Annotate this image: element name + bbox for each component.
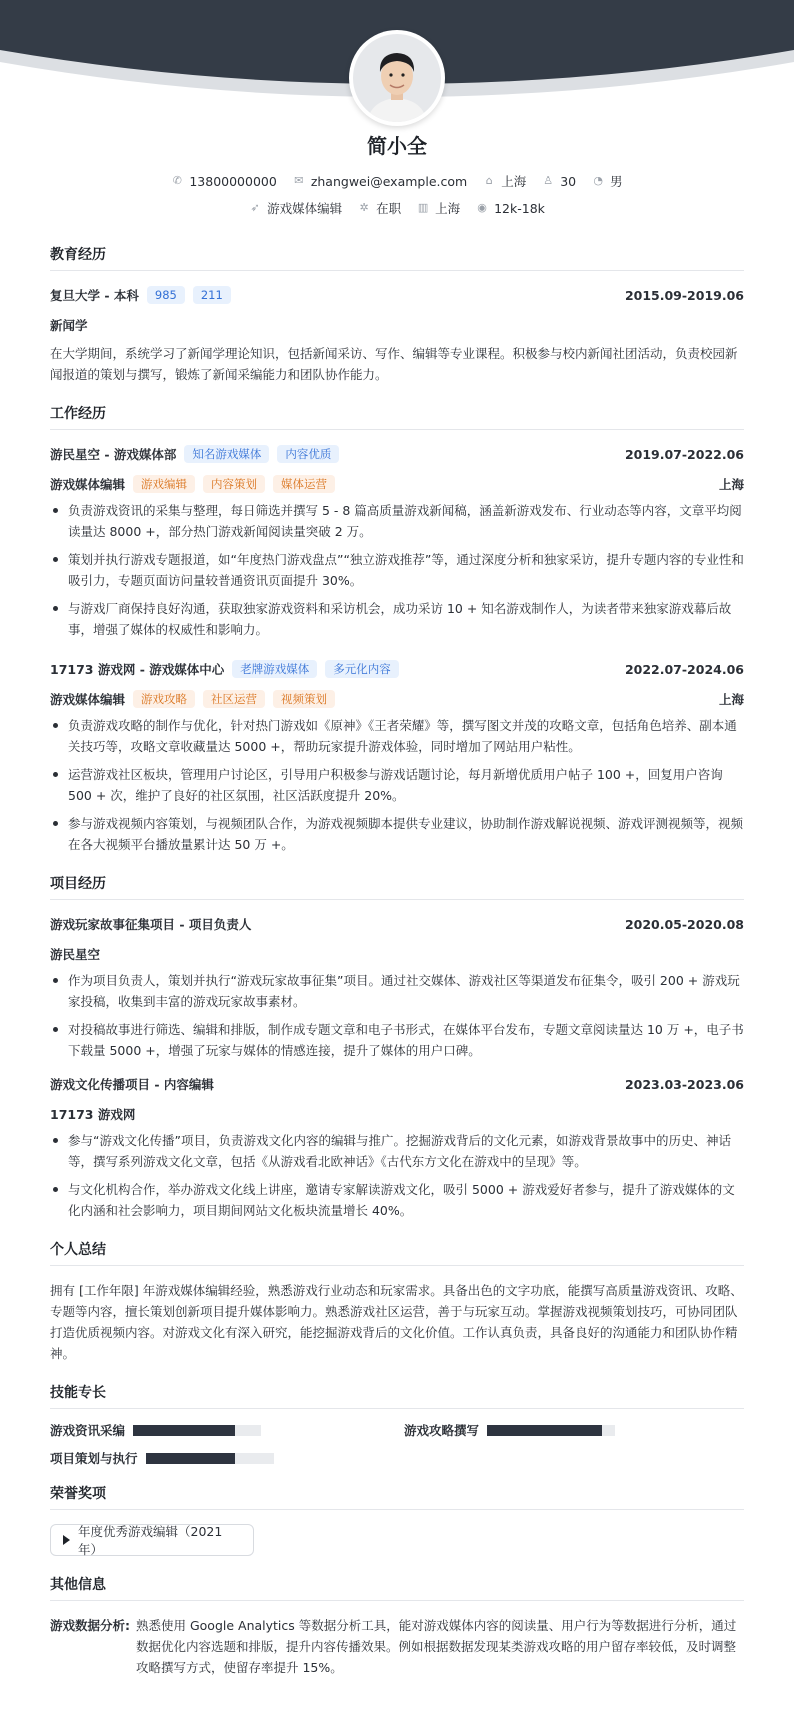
- tag: 内容策划: [203, 475, 265, 493]
- school-name: 复旦大学 - 本科: [50, 288, 139, 303]
- skills-grid: [50, 1423, 744, 1465]
- triangle-right-icon: [63, 1535, 70, 1545]
- project-section: [50, 873, 744, 1221]
- tag: 211: [193, 286, 231, 304]
- mail-icon: ✉: [294, 174, 304, 187]
- other-info-label: 游戏数据分析:: [50, 1618, 130, 1633]
- list-item: 负责游戏资讯的采集与整理，每日筛选并撰写 5 - 8 篇高质量游戏新闻稿，涵盖新游戏发布、行业动态等内容，文章平均阅读量达 8000 +，部分热门游戏新闻阅读量突破 2 万。: [50, 500, 744, 542]
- job-role-row: [50, 689, 744, 709]
- skill-fill: [487, 1425, 602, 1436]
- award-label: 年度优秀游戏编辑（2021 年）: [78, 1524, 223, 1557]
- job-intent-row: [0, 199, 794, 217]
- section-title: 工作经历: [50, 403, 744, 430]
- date: 2020.05-2020.08: [624, 916, 744, 932]
- status-value: 在职: [376, 201, 402, 216]
- location-item: [483, 172, 526, 190]
- tag: 社区运营: [203, 690, 265, 708]
- work-city-item: [417, 199, 460, 217]
- phone-item: [171, 174, 276, 189]
- send-icon: ➶: [250, 201, 260, 214]
- gender-item: [592, 172, 623, 190]
- skill-fill: [146, 1453, 236, 1464]
- tag: 老牌游戏媒体: [232, 660, 317, 678]
- job-head: [50, 659, 744, 679]
- date: 2019.07-2022.06: [624, 446, 744, 462]
- skill-bar: [133, 1425, 261, 1436]
- work-city-value: 上海: [435, 201, 461, 216]
- date: 2022.07-2024.06: [624, 661, 744, 677]
- profile-name: 简小全: [367, 134, 427, 158]
- skill-item: [50, 1451, 404, 1465]
- education-head: [50, 285, 744, 305]
- job-entry: [50, 659, 744, 855]
- tag: 985: [147, 286, 185, 304]
- skill-bar: [146, 1453, 274, 1464]
- job-city: 上海: [718, 477, 744, 492]
- list-item: 作为项目负责人，策划并执行“游戏玩家故事征集”项目。通过社交媒体、游戏社区等渠道发布征集令，吸引 200 + 游戏玩家投稿，收集到丰富的游戏玩家故事素材。: [50, 970, 744, 1012]
- gender-value: 男: [610, 174, 623, 189]
- project-head: [50, 1074, 744, 1094]
- skill-item: [50, 1423, 404, 1437]
- skill-bar: [487, 1425, 615, 1436]
- phone-icon: ✆: [172, 174, 182, 187]
- tag: 知名游戏媒体: [184, 445, 269, 463]
- list-item: 策划并执行游戏专题报道，如“年度热门游戏盘点”“独立游戏推荐”等，通过深度分析和独家采访，提升专题内容的专业性和吸引力，专题页面访问量较普通资讯页面提升 30%。: [50, 549, 744, 591]
- company-name: 游民星空 - 游戏媒体部: [50, 447, 177, 462]
- work-section: [50, 403, 744, 855]
- gear-icon: ✲: [359, 201, 369, 214]
- major-label: 新闻学: [50, 318, 88, 333]
- email-value: zhangwei@example.com: [310, 173, 468, 189]
- coin-icon: ◉: [477, 201, 487, 214]
- list-item: 参与游戏视频内容策划，与视频团队合作，为游戏视频脚本提供专业建议，协助制作游戏解说视频、游戏评测视频等，视频在各大视频平台播放量累计达 50 万 +。: [50, 813, 744, 855]
- project-entry: [50, 914, 744, 1061]
- tag: 游戏攻略: [133, 690, 195, 708]
- section-title: 技能专长: [50, 1382, 744, 1409]
- tag: 内容优质: [277, 445, 339, 463]
- building-icon: ▥: [417, 201, 429, 214]
- status-item: [358, 199, 401, 217]
- age-value: 30: [560, 173, 577, 189]
- honors-section: [50, 1483, 744, 1556]
- project-org-row: [50, 944, 744, 964]
- date: 2023.03-2023.06: [624, 1076, 744, 1092]
- tag: 多元化内容: [325, 660, 399, 678]
- role-name: 游戏媒体编辑: [50, 692, 126, 707]
- job-entry: [50, 444, 744, 640]
- summary-text: 拥有 [工作年限] 年游戏媒体编辑经验，熟悉游戏行业动态和玩家需求。具备出色的文字功底，能撰写高质量游戏资讯、攻略、专题等内容，擅长策划创新项目提升媒体影响力。熟悉游戏社区运营，善于与玩家互动。掌握游戏视频策划技巧，可协同团队打造优质视频内容。对游戏文化有深入研究，能挖掘游戏背后的文化价值。工作认真负责，具备良好的沟通能力和团队协作精神。: [50, 1283, 743, 1361]
- bullet-list: [50, 1130, 744, 1221]
- contact-row: [0, 172, 794, 190]
- location-value: 上海: [501, 174, 527, 189]
- bullet-list: [50, 715, 744, 855]
- education-desc: 在大学期间，系统学习了新闻学理论知识，包括新闻采访、写作、编辑等专业课程。积极参与校内新闻社团活动，负责校园新闻报道的策划与撰写，锻炼了新闻采编能力和团队协作能力。: [50, 346, 738, 382]
- age-icon: ♙: [543, 174, 554, 187]
- avatar-photo: [353, 34, 441, 122]
- list-item: 参与“游戏文化传播”项目，负责游戏文化内容的编辑与推广。挖掘游戏背后的文化元素，如游戏背景故事中的历史、神话等，撰写系列游戏文化文章，包括《从游戏看北欧神话》《古代东方文化在游戏中的呈现》等。: [50, 1130, 744, 1172]
- section-title: 教育经历: [50, 244, 744, 271]
- section-title: 其他信息: [50, 1574, 744, 1601]
- list-item: 运营游戏社区板块，管理用户讨论区，引导用户积极参与游戏话题讨论，每月新增优质用户帖子 100 +，回复用户咨询 500 + 次，维护了良好的社区氛围，社区活跃度提升 20%。: [50, 764, 744, 806]
- phone-value: 13800000000: [189, 173, 277, 189]
- list-item: 与文化机构合作，举办游戏文化线上讲座，邀请专家解读游戏文化，吸引 5000 + 游戏爱好者参与，提升了游戏媒体的文化内涵和社会影响力，项目期间网站文化板块流量增长 40%。: [50, 1179, 744, 1221]
- tag: 视频策划: [273, 690, 335, 708]
- resume-body: [50, 244, 744, 1696]
- project-org: 游民星空: [50, 947, 101, 962]
- other-info-row: [50, 1615, 744, 1678]
- education-section: [50, 244, 744, 385]
- project-entry: [50, 1074, 744, 1221]
- project-name: 游戏文化传播项目 - 内容编辑: [50, 1077, 214, 1092]
- role-name: 游戏媒体编辑: [50, 477, 126, 492]
- date: 2015.09-2019.06: [624, 287, 744, 303]
- tag: 游戏编辑: [133, 475, 195, 493]
- home-icon: ⌂: [485, 174, 493, 187]
- skill-name: 游戏资讯采编: [50, 1423, 126, 1438]
- project-org-row: [50, 1104, 744, 1124]
- list-item: 与游戏厂商保持良好沟通，获取独家游戏资料和采访机会，成功采访 10 + 知名游戏制作人，为读者带来独家游戏幕后故事，增强了媒体的权威性和影响力。: [50, 598, 744, 640]
- project-org: 17173 游戏网: [50, 1107, 136, 1122]
- summary-section: [50, 1239, 744, 1364]
- job-role-row: [50, 474, 744, 494]
- salary-value: 12k-18k: [494, 200, 545, 216]
- skills-section: [50, 1382, 744, 1465]
- email-item: [293, 174, 467, 189]
- award-item[interactable]: [50, 1524, 254, 1556]
- list-item: 负责游戏攻略的制作与优化，针对热门游戏如《原神》《王者荣耀》等，撰写图文并茂的攻略文章，包括角色培养、副本通关技巧等，攻略文章收藏量达 5000 +，帮助玩家提升游戏体验，同时增加了网站用户粘性。: [50, 715, 744, 757]
- other-info-text: 熟悉使用 Google Analytics 等数据分析工具，能对游戏媒体内容的阅读量、用户行为等数据进行分析，通过数据优化内容选题和排版，提升内容传播效果。例如根据数据发现某类游戏攻略的用户留存率较低，及时调整攻略撰写方式，使留存率提升 15%。: [136, 1618, 737, 1675]
- company-name: 17173 游戏网 - 游戏媒体中心: [50, 662, 225, 677]
- job-title-item: [249, 199, 342, 217]
- skill-item: [404, 1423, 744, 1437]
- list-item: 对投稿故事进行筛选、编辑和排版，制作成专题文章和电子书形式，在媒体平台发布，专题文章阅读量达 10 万 +，电子书下载量 5000 +，增强了玩家与媒体的情感连接，提升了媒体的用户口碑。: [50, 1019, 744, 1061]
- tag: 媒体运营: [273, 475, 335, 493]
- project-head: [50, 914, 744, 934]
- job-head: [50, 444, 744, 464]
- age-item: [542, 174, 576, 189]
- gender-icon: ◔: [593, 174, 603, 187]
- project-name: 游戏玩家故事征集项目 - 项目负责人: [50, 917, 252, 932]
- section-title: 项目经历: [50, 873, 744, 900]
- job-title-value: 游戏媒体编辑: [267, 201, 343, 216]
- section-title: 个人总结: [50, 1239, 744, 1266]
- skill-name: 项目策划与执行: [50, 1451, 138, 1466]
- bullet-list: [50, 970, 744, 1061]
- other-section: [50, 1574, 744, 1678]
- job-city: 上海: [718, 692, 744, 707]
- salary-item: [476, 201, 545, 216]
- section-title: 荣誉奖项: [50, 1483, 744, 1510]
- skill-name: 游戏攻略撰写: [404, 1423, 480, 1438]
- major: [50, 315, 744, 335]
- bullet-list: [50, 500, 744, 640]
- avatar: [349, 30, 445, 126]
- skill-fill: [133, 1425, 235, 1436]
